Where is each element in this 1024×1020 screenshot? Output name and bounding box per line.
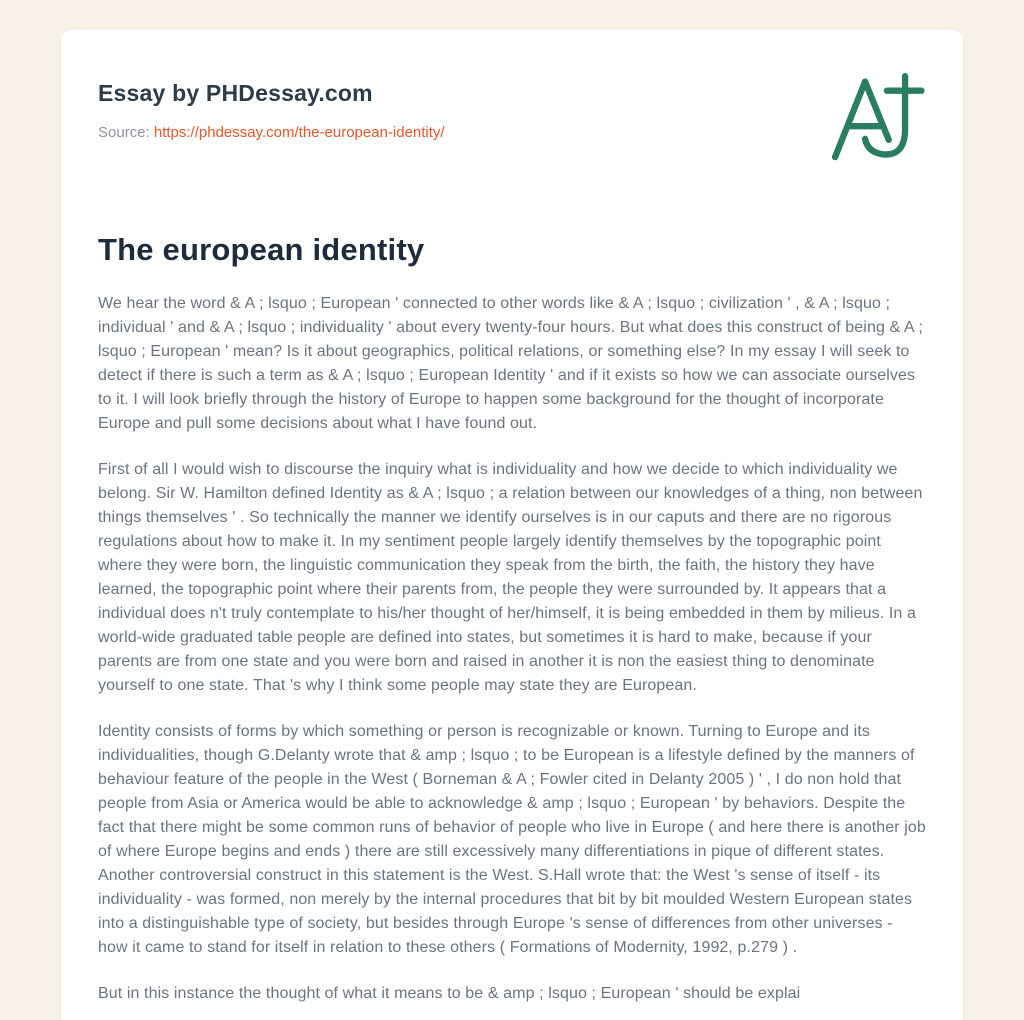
source-label: Source: [98,124,150,141]
source-link[interactable]: https://phdessay.com/the-european-identity/ [153,124,445,141]
essay-paragraph: But in this instance the thought of what it means to be & amp ; lsquo ; European ' should be explai [98,985,801,1002]
header-text-block [98,80,445,141]
essay-card [61,30,963,1020]
phdessay-logo [826,72,926,164]
source-line [98,124,445,141]
essay-paragraph: We hear the word & A ; lsquo ; European ' connected to other words like & A ; lsquo ; civilization ' , & A ; lsquo ; individual ' and & A ; lsquo ; individuality ' about every twenty-four hours. But what does this construct of being & A ; lsquo ; European ' mean? Is it about geographics, political relations, or something else? In my essay I will seek to detect if there is such a term as & A ; lsquo ; European Identity ' and if it exists so how we can associate ourselves to it. I will look briefly through the history of Europe to happen some background for the thought of incorporate Europe and pull some decisions about what I have found out. [98,295,923,432]
essay-paragraph: Identity consists of forms by which something or person is recognizable or known. Turning to Europe and its individualities, though G.Delanty wrote that & amp ; lsquo ; to be European is a lifestyle defined by the manners of behaviour feature of the people in the West ( Borneman & A ; Fowler cited in Delanty 2005 ) ' , I do non hold that people from Asia or America would be able to acknowledge & amp ; lsquo ; European ' by behaviors. Despite the fact that there might be some common runs of behavior of people who live in Europe ( and here there is another job of where Europe begins and ends ) there are still excessively many differentiations in pique of different states. Another controversial construct in this statement is the West. S.Hall wrote that: the West 's sense of itself - its individuality - was formed, non merely by the internal procedures that bit by bit moulded Western European states into a distinguishable type of society, but besides through Europe 's sense of differences from other universes - how it came to stand for itself in relation to these others ( Formations of Modernity, 1992, p.279 ) . [98,723,926,956]
card-header [98,80,926,172]
essay-title: The european identity [98,232,425,267]
essay-paragraph: First of all I would wish to discourse the inquiry what is individuality and how we decide to which individuality we belong. Sir W. Hamilton defined Identity as & A ; lsquo ; a relation between our knowledges of a thing, non between things themselves ' . So technically the manner we identify ourselves is in our caputs and there are no rigorous regulations about how to make it. In my sentiment people largely identify themselves by the topographic point where they were born, the linguistic communication they speak from the birth, the faith, the history they have learned, the topographic point where their parents from, the people they were surrounded by. It appears that a individual does n't truly contemplate to his/her thought of her/himself, it is being embedded in them by milieus. In a world-wide graduated table people are defined into states, but sometimes it is hard to make, because if your parents are from one state and you were born and raised in another it is non the easiest thing to denominate yourself to one state. That 's why I think some people may state they are European. [98,461,923,694]
essay-body [98,292,926,1006]
phdessay-aj-logo-icon [826,72,926,164]
site-title: Essay by PHDessay.com [98,80,373,106]
